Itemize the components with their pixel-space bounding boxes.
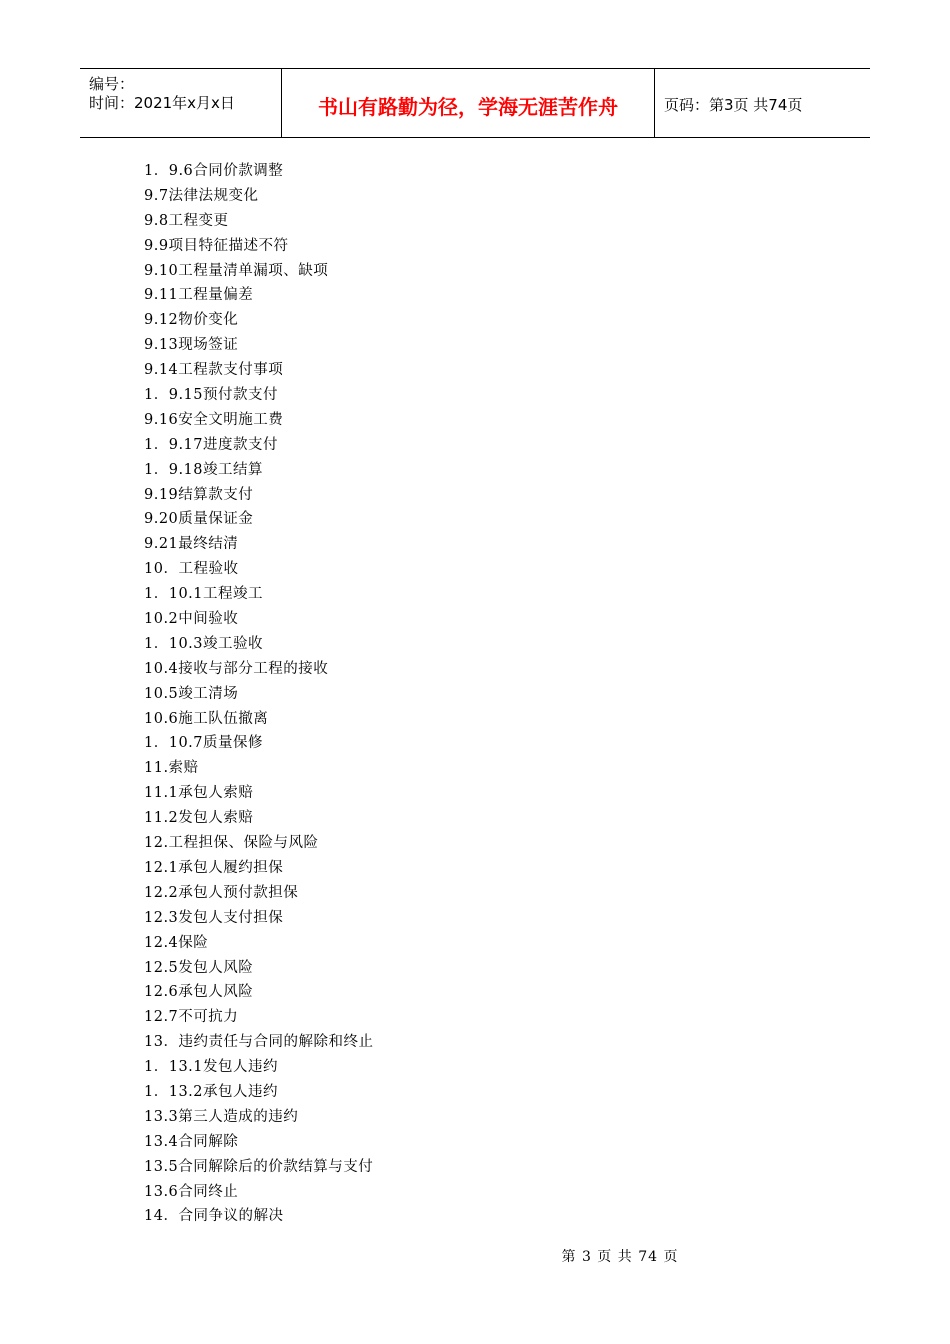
toc-item: 11.2发包人索赔 <box>144 810 254 827</box>
toc-item: 12.3发包人支付担保 <box>144 909 284 926</box>
toc-item: 13.6合同终止 <box>144 1183 239 1200</box>
toc-item: 9.20质量保证金 <box>144 511 254 528</box>
toc-item: 9.11工程量偏差 <box>144 287 254 304</box>
toc-item: 9.7法律法规变化 <box>144 187 259 204</box>
toc-item: 1．10.1工程竣工 <box>144 586 264 603</box>
table-of-contents <box>144 159 373 1229</box>
header-motto: 书山有路勤为径，学海无涯苦作舟 <box>318 95 618 119</box>
header-motto-cell <box>282 69 655 137</box>
toc-item: 1．9.18竣工结算 <box>144 461 264 478</box>
header-page-cell <box>655 69 870 137</box>
toc-item: 10.4接收与部分工程的接收 <box>144 660 329 677</box>
toc-item: 12.工程担保、保险与风险 <box>144 835 319 852</box>
toc-item: 9.19结算款支付 <box>144 486 254 503</box>
header-page-info: 页码：第3页 共74页 <box>664 96 803 114</box>
toc-item: 12.6承包人风险 <box>144 984 254 1001</box>
toc-item: 9.10工程量清单漏项、缺项 <box>144 262 329 279</box>
toc-item: 1．13.1发包人违约 <box>144 1059 279 1076</box>
toc-item: 9.21最终结清 <box>144 536 239 553</box>
toc-item: 13.5合同解除后的价款结算与支付 <box>144 1158 374 1175</box>
toc-item: 1．9.6合同价款调整 <box>144 163 284 179</box>
toc-item: 14．合同争议的解决 <box>144 1208 284 1225</box>
toc-item: 10.2中间验收 <box>144 611 239 628</box>
page-header <box>80 68 870 138</box>
toc-item: 1．10.3竣工验收 <box>144 635 264 652</box>
document-number-label: 编号： <box>89 75 135 93</box>
toc-item: 1．10.7质量保修 <box>144 735 264 752</box>
toc-item: 1．9.17进度款支付 <box>144 436 279 453</box>
toc-item: 9.8工程变更 <box>144 212 229 229</box>
toc-item: 1．9.15预付款支付 <box>144 387 279 404</box>
toc-item: 10．工程验收 <box>144 561 239 578</box>
toc-item: 13.3第三人造成的违约 <box>144 1108 299 1125</box>
toc-item: 1．13.2承包人违约 <box>144 1083 279 1100</box>
toc-item: 10.6施工队伍撤离 <box>144 710 269 727</box>
toc-item: 9.14工程款支付事项 <box>144 362 284 379</box>
toc-item: 9.9项目特征描述不符 <box>144 237 289 254</box>
toc-item: 13.4合同解除 <box>144 1133 239 1150</box>
toc-item: 9.12物价变化 <box>144 312 239 329</box>
toc-item: 9.13现场签证 <box>144 337 239 354</box>
toc-item: 11.1承包人索赔 <box>144 785 254 802</box>
toc-item: 11.索赔 <box>144 760 199 777</box>
header-meta-cell <box>80 69 282 137</box>
toc-item: 13．违约责任与合同的解除和终止 <box>144 1034 374 1051</box>
page-footer: 第 3 页 共 74 页 <box>561 1249 679 1265</box>
toc-item: 12.4保险 <box>144 934 209 951</box>
toc-item: 9.16安全文明施工费 <box>144 411 284 428</box>
document-date-label: 时间：2021年x月x日 <box>89 94 235 112</box>
toc-item: 12.1承包人履约担保 <box>144 859 284 876</box>
toc-item: 10.5竣工清场 <box>144 685 239 702</box>
toc-item: 12.7不可抗力 <box>144 1009 239 1026</box>
toc-item: 12.5发包人风险 <box>144 959 254 976</box>
toc-item: 12.2承包人预付款担保 <box>144 884 299 901</box>
